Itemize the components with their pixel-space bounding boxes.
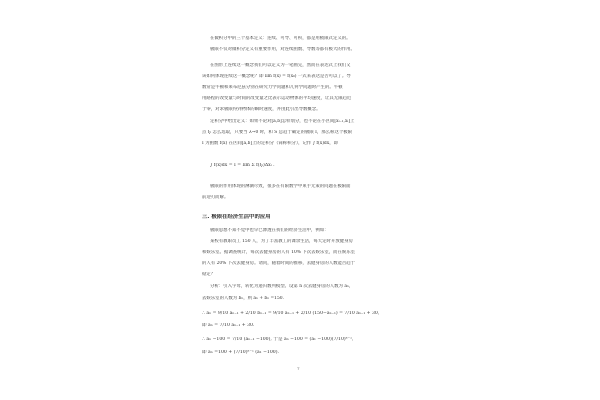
text-line: 分析：引入字母，转化为递归数列模型。设第 n 次去健身房的人数为 aₙ， [210,284,354,289]
text-line: 去娱乐室的人数为 bₙ，则 aₙ + bₙ =150. [202,296,284,301]
text-line: 和娱乐室。据调查统计，每次去健身房的人有 10% 下次去娱乐室，而在娱乐室 [202,250,356,255]
text-line: 于零，对求极限得到物体的瞬时速度，并由此引出导数概念。 [202,107,321,112]
text-line: 用路程的改变量与时间的改变量之比表示运动物体的平均速度，让其无限趋近 [202,96,352,101]
text-line: 稳定？ [202,272,216,277]
equation-line: ∴ aₙ −100 = 7/10 (aₙ₋₁ −100), 于是 aₙ −100 = (a₁ −100)(7/10)ⁿ⁻¹, [202,337,354,342]
equation-line: 即 aₙ =100 + (7/10)ⁿ⁻¹ (a₁ −100). [202,350,279,355]
text-line: 极限思想不知不觉中也早已渗透在我们的经济生活中，例如： [210,228,329,233]
text-line: 数常是牛顿和莱布尼兹分别在研究力学问题和几何学问题时产生的。牛顿 [202,85,343,90]
text-line: 的人有 20% 下次去健身房。请问，随着时间的推移，去健身房的人数能否趋于 [202,261,356,266]
section-heading: 三. 极限在经济生活中的应用 [202,214,271,220]
text-line: 前迎刃而解。 [202,195,229,200]
text-line: 在图形上连续这一概念我们可以定义为一笔画完，然而在表达式上我们又 [210,63,351,68]
equation-line: 即 aₙ = 7/10 aₙ₋₁ + 30. [202,323,255,328]
text-line: 极限的作用体现的淋漓尽致，很多在有限数学中束手无策的问题在极限面 [210,184,351,189]
text-line: I 为函数 f(x) 在区间[a,b]上的定积分（简称积分），记作 ∫ f(x)dx，即 [202,141,338,146]
equation-line: ∴ aₙ = 9/10 aₙ₋₁ + 2/10 bₙ₋₁ = 9/10 aₙ₋₁ + 2/10 (150−aₙ₋₁) = 7/10 aₙ₋₁ + 30, [202,311,380,316]
text-line: 该如何体现连续这一概念呢？即 lim f(x) = f(x₀) 一式来表达是否可以了。导 [202,74,351,79]
text-line: 点 ξᵢ 怎么选取，只要当 λ→0 时，和 S 总趋于确定的极限 I，那么称这个极限 [202,130,353,135]
page-number: 7 [297,366,300,371]
text-line: 某校有教职员工 150 人，为了丰富教工的课余生活，每天定时开放健身房 [210,239,353,244]
integral-formula: ∫ f(x)dx = I = lim Σ f(ξᵢ)Δxᵢ . [210,163,275,168]
text-line: 定积分中给出定义：如果不论对[a,b]怎样划分，也不论在小区间[xᵢ₋₁,xᵢ]上 [210,119,355,124]
text-line: 在微积分中的三个基本定义：连续、可导、可积，都是用极限式定义的。 [210,36,351,41]
text-line: 极限不仅对微积分定义有重要作用，对连续函数、导数等都有极大的作用。 [210,47,355,52]
